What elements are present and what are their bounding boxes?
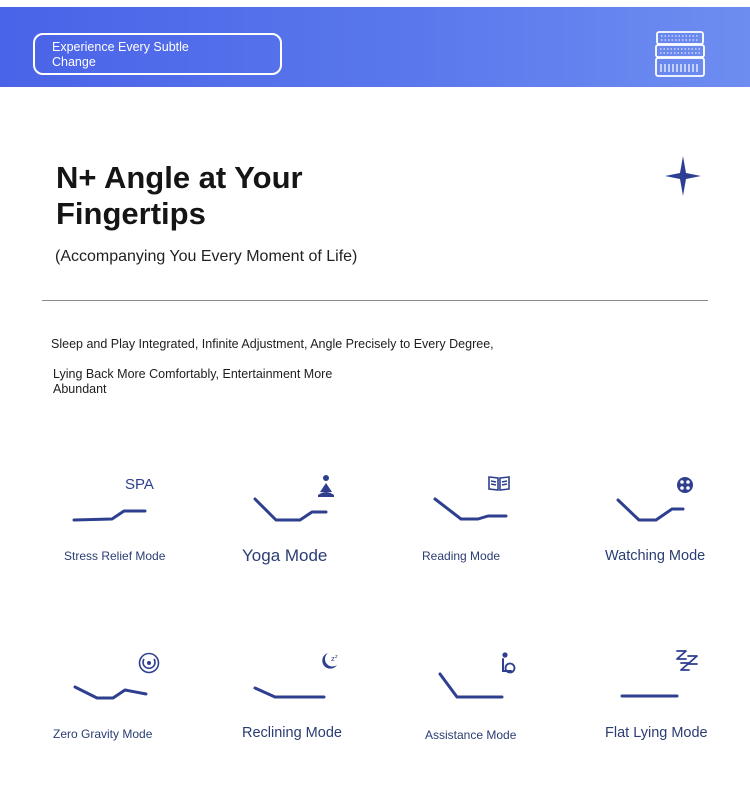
page-subtitle: (Accompanying You Every Moment of Life) (55, 248, 358, 265)
mode-label: Reading Mode (422, 549, 501, 563)
spa-icon-text: SPA (125, 476, 154, 493)
mode-label: Stress Relief Mode (64, 549, 166, 563)
svg-text:z: z (335, 654, 338, 660)
description-line-2: Lying Back More Comfortably, Entertainment More Abundant (53, 367, 333, 396)
svg-text:z: z (331, 655, 335, 663)
badge-text: Experience Every Subtle Change (52, 40, 189, 69)
mode-label: Reclining Mode (242, 725, 342, 741)
description-line-1: Sleep and Play Integrated, Infinite Adjustment, Angle Precisely to Every Degree, (51, 337, 494, 351)
page-title: N+ Angle at Your Fingertips (56, 160, 303, 231)
mode-label: Assistance Mode (425, 728, 517, 742)
mode-label: Zero Gravity Mode (53, 727, 153, 741)
mode-label: Flat Lying Mode (605, 725, 708, 741)
mode-label: Yoga Mode (242, 546, 328, 565)
mode-label: Watching Mode (605, 548, 706, 564)
